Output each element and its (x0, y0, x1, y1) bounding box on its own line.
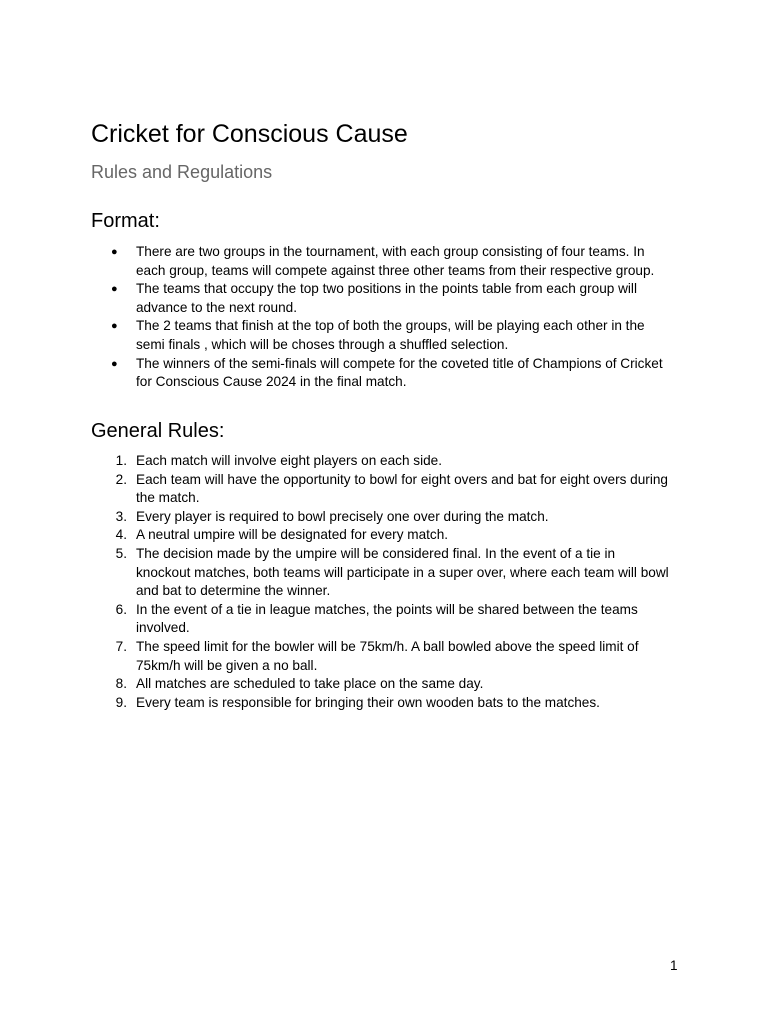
rule-list-item (91, 452, 691, 471)
general-rules-heading: General Rules: (91, 420, 225, 442)
list-item-text: and bat to determine the winner. (136, 583, 331, 599)
rule-list-item (91, 694, 691, 713)
rule-list-item (91, 601, 691, 638)
rule-number: 1. (115, 453, 127, 468)
format-list-item (91, 243, 691, 280)
list-item-text: All matches are scheduled to take place on the same day. (136, 676, 484, 692)
format-list-item (91, 280, 691, 317)
list-item-text: Every team is responsible for bringing their own wooden bats to the matches. (136, 694, 600, 710)
list-item-text: advance to the next round. (136, 299, 297, 315)
list-item-text: the match. (136, 490, 200, 506)
rule-list-item (91, 638, 691, 675)
format-heading: Format: (91, 210, 160, 232)
rule-number: 5. (115, 545, 127, 561)
list-item-text: semi finals , which will be choses through a shuffled selection. (136, 336, 509, 352)
format-list (91, 243, 691, 392)
list-item-text: The decision made by the umpire will be considered final. In the event of a tie in (136, 545, 616, 561)
page-number: 1 (670, 958, 678, 973)
bullet-icon: ● (111, 246, 118, 258)
rule-list-item (91, 526, 691, 545)
list-item-text: Each match will involve eight players on each side. (136, 453, 443, 468)
list-item-text: A neutral umpire will be designated for every match. (136, 527, 449, 543)
rule-list-item (91, 471, 691, 508)
list-item-text: each group, teams will compete against three other teams from their respective group. (136, 262, 655, 278)
list-item-text: The winners of the semi-finals will compete for the coveted title of Champions of Cricket (136, 355, 663, 371)
bullet-icon: ● (111, 357, 118, 370)
rule-number: 2. (115, 471, 127, 487)
rule-number: 4. (115, 527, 127, 543)
bullet-icon: ● (111, 283, 118, 296)
list-item-text: In the event of a tie in league matches, the points will be shared between the teams (136, 601, 638, 617)
list-item-text: for Conscious Cause 2024 in the final match. (136, 374, 407, 390)
rule-number: 3. (115, 508, 127, 524)
list-item-text: The speed limit for the bowler will be 75km/h. A ball bowled above the speed limit of (136, 638, 639, 654)
list-item-text: The 2 teams that finish at the top of both the groups, will be playing each other in the (136, 318, 645, 334)
document-title: Cricket for Conscious Cause (91, 120, 408, 148)
list-item-text: involved. (136, 620, 190, 636)
list-item-text: knockout matches, both teams will participate in a super over, where each team will bowl (136, 564, 669, 580)
rule-list-item (91, 675, 691, 694)
document-subtitle: Rules and Regulations (91, 162, 273, 182)
list-item-text: The teams that occupy the top two positions in the points table from each group will (136, 281, 637, 297)
format-list-item (91, 355, 691, 392)
list-item-text: There are two groups in the tournament, with each group consisting of four teams. In (136, 244, 645, 259)
rule-list-item (91, 508, 691, 527)
list-item-text: Every player is required to bowl precisely one over during the match. (136, 508, 549, 524)
list-item-text: 75km/h will be given a no ball. (136, 657, 318, 673)
list-item-text: Each team will have the opportunity to bowl for eight overs and bat for eight overs during (136, 471, 668, 487)
bullet-icon: ● (111, 320, 118, 333)
rule-number: 8. (115, 676, 127, 692)
format-list-item (91, 317, 691, 354)
rule-list-item (91, 545, 691, 601)
rule-number: 7. (115, 638, 127, 654)
general-rules-list (91, 452, 691, 712)
rule-number: 9. (115, 694, 127, 710)
rule-number: 6. (115, 601, 127, 617)
